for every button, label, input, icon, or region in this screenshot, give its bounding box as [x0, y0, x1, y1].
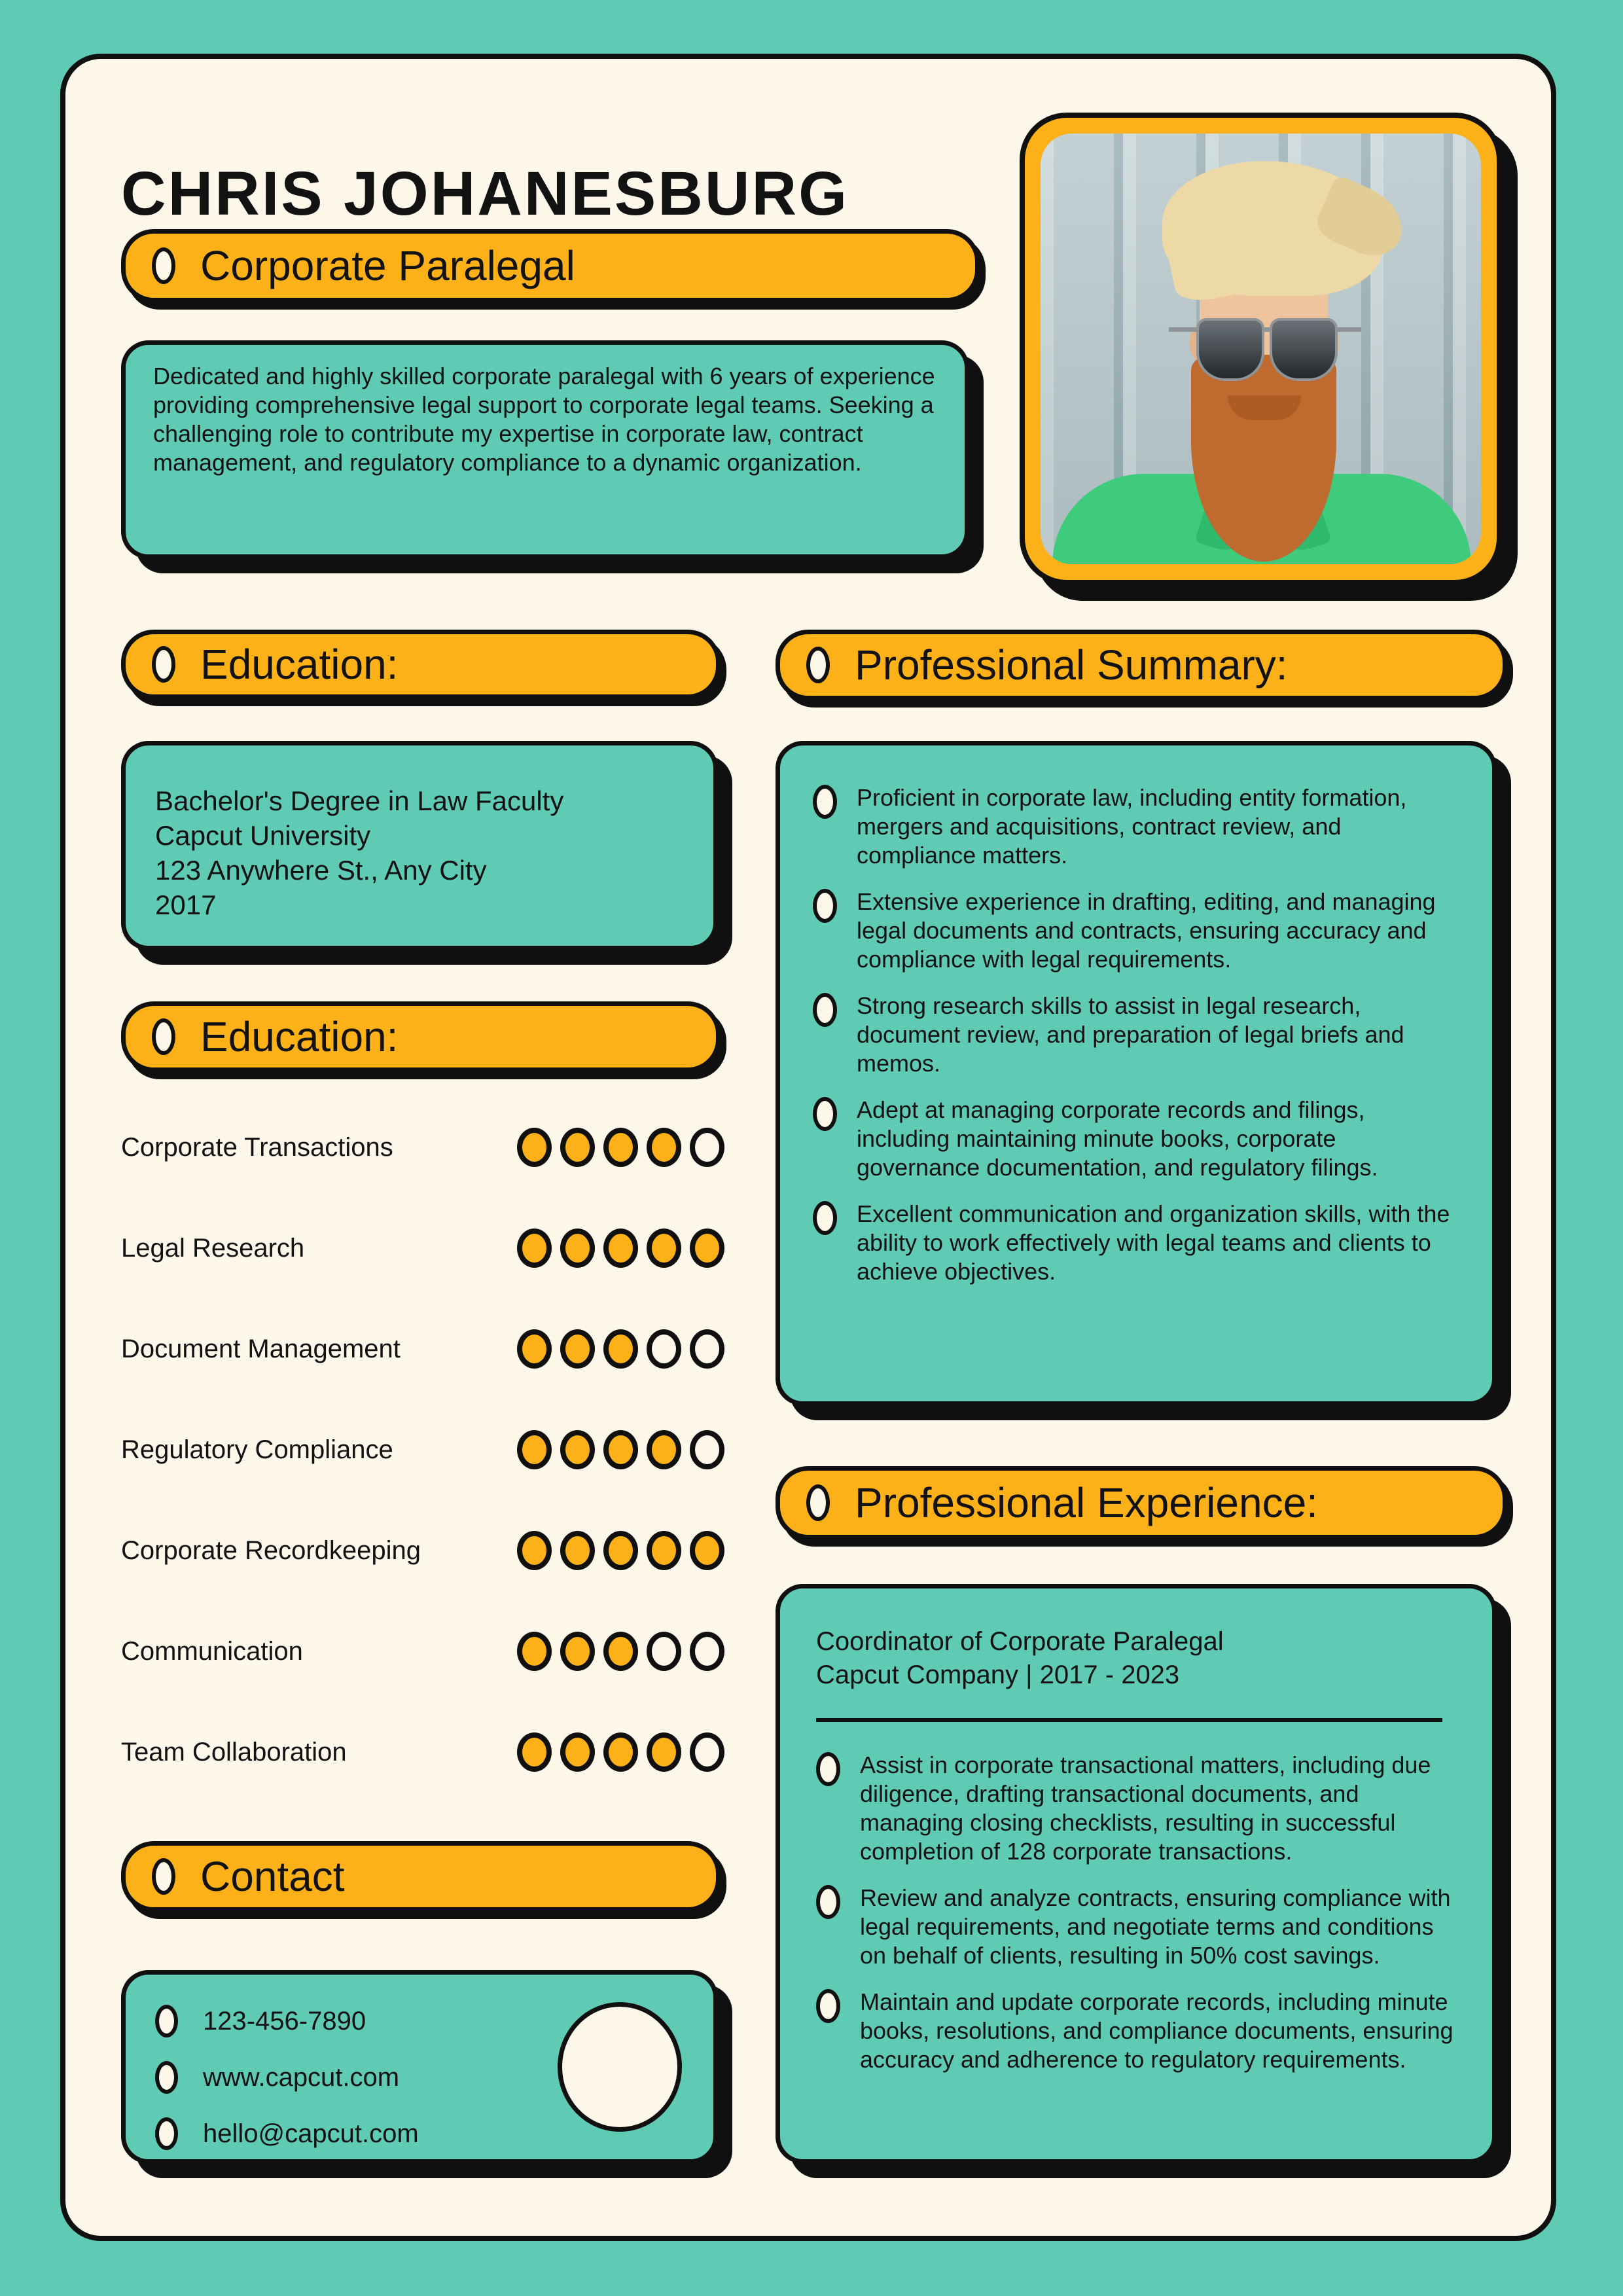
skill-dot-filled	[560, 1128, 595, 1167]
oval-icon	[152, 247, 175, 284]
skill-dot-filled	[560, 1632, 595, 1671]
skill-dot-filled	[647, 1531, 681, 1570]
skill-label: Corporate Transactions	[121, 1132, 393, 1162]
list-item	[813, 783, 1462, 870]
skill-rating	[517, 1732, 724, 1772]
skill-row	[121, 1530, 724, 1571]
section-header-label: Professional Summary:	[855, 641, 1288, 689]
skill-dot-filled	[647, 1430, 681, 1469]
section-header-label: Education:	[200, 1013, 399, 1060]
bullet-text: Excellent communication and organization skills, with the ability to work effectively with legal teams and clients to achieve objectives.	[857, 1200, 1450, 1285]
list-item	[813, 1200, 1462, 1286]
education-line: 123 Anywhere St., Any City	[155, 855, 487, 886]
skill-dot-filled	[603, 1531, 638, 1570]
oval-icon	[806, 647, 830, 683]
list-item	[813, 1096, 1462, 1182]
bullet-icon	[155, 2061, 178, 2094]
oval-icon	[152, 646, 175, 683]
bullet-icon	[155, 2117, 178, 2150]
skill-dot-filled	[647, 1128, 681, 1167]
skill-dot-filled	[647, 1229, 681, 1268]
skill-label: Document Management	[121, 1334, 401, 1363]
professional-summary-box	[776, 741, 1497, 1406]
skill-rating	[517, 1632, 724, 1671]
education-line: Capcut University	[155, 820, 371, 851]
bullet-text: Strong research skills to assist in legal research, document review, and preparation of legal briefs and memos.	[857, 992, 1404, 1077]
skill-rating	[517, 1430, 724, 1469]
skill-rating	[517, 1128, 724, 1167]
role-banner-label: Corporate Paralegal	[200, 242, 575, 289]
bullet-icon	[813, 1097, 837, 1131]
education-line: Bachelor's Degree in Law Faculty	[155, 785, 564, 816]
contact-box	[121, 1970, 718, 2164]
bullet-icon	[155, 2005, 178, 2037]
experience-company-period: Capcut Company | 2017 - 2023	[816, 1660, 1180, 1689]
bullet-text: Proficient in corporate law, including entity formation, mergers and acquisitions, contract review, and compliance matters.	[857, 784, 1407, 869]
bullet-icon	[813, 993, 837, 1027]
skill-rating	[517, 1531, 724, 1570]
section-header-label: Contact	[200, 1853, 345, 1900]
skill-dot-filled	[517, 1430, 552, 1469]
skill-dot-empty	[690, 1732, 724, 1772]
experience-divider	[816, 1718, 1442, 1722]
skill-label: Regulatory Compliance	[121, 1435, 393, 1464]
bullet-text: Maintain and update corporate records, including minute books, resolutions, and compliance documents, ensuring accuracy and adherence to regulatory requirements.	[860, 1988, 1454, 2073]
skill-row	[121, 1329, 724, 1369]
skill-dot-filled	[560, 1430, 595, 1469]
skill-dot-empty	[647, 1329, 681, 1369]
section-header-education	[121, 630, 721, 699]
oval-icon	[152, 1858, 175, 1895]
skill-dot-filled	[603, 1430, 638, 1469]
skill-row	[121, 1127, 724, 1168]
skill-dot-filled	[603, 1128, 638, 1167]
skill-dot-empty	[690, 1329, 724, 1369]
skill-dot-filled	[690, 1531, 724, 1570]
skill-dot-filled	[517, 1329, 552, 1369]
skill-dot-empty	[690, 1128, 724, 1167]
skill-rating	[517, 1229, 724, 1268]
oval-icon	[152, 1018, 175, 1055]
section-header-professional-experience	[776, 1466, 1507, 1539]
skill-dot-filled	[560, 1732, 595, 1772]
bullet-text: Adept at managing corporate records and filings, including maintaining minute books, corporate governance documentation, and regulatory filings.	[857, 1096, 1378, 1181]
section-header-contact	[121, 1841, 721, 1912]
bullet-text: Assist in corporate transactional matters, including due diligence, drafting transactional documents, and managing closing checklists, resulting in successful completion of 128 corporate transactions.	[860, 1751, 1431, 1865]
skill-dot-filled	[517, 1632, 552, 1671]
role-banner	[121, 229, 980, 302]
skill-row	[121, 1228, 724, 1268]
professional-experience-box	[776, 1584, 1497, 2164]
list-item	[816, 1988, 1462, 2074]
skill-dot-filled	[517, 1229, 552, 1268]
contact-value: hello@capcut.com	[203, 2119, 419, 2148]
skill-label: Team Collaboration	[121, 1737, 347, 1767]
skill-dot-empty	[690, 1632, 724, 1671]
skill-dot-empty	[647, 1632, 681, 1671]
skill-row	[121, 1732, 724, 1772]
bullet-icon	[816, 1752, 840, 1786]
sunglasses-icon	[1196, 318, 1264, 381]
section-header-label: Education:	[200, 641, 399, 688]
skill-row	[121, 1429, 724, 1470]
skill-dot-filled	[603, 1329, 638, 1369]
bullet-icon	[816, 1989, 840, 2023]
sunglasses-icon	[1169, 327, 1199, 332]
skill-label: Communication	[121, 1636, 303, 1666]
bullet-icon	[813, 1201, 837, 1235]
skill-dot-filled	[517, 1531, 552, 1570]
section-header-label: Professional Experience:	[855, 1479, 1318, 1526]
contact-value: 123-456-7890	[203, 2006, 366, 2036]
bullet-text: Review and analyze contracts, ensuring compliance with legal requirements, and negotiate terms and conditions on behalf of clients, resulting in 50% cost savings.	[860, 1884, 1451, 1969]
skill-label: Legal Research	[121, 1233, 305, 1263]
skill-dot-filled	[690, 1229, 724, 1268]
list-item	[813, 888, 1462, 974]
skill-dot-filled	[603, 1229, 638, 1268]
oval-icon	[806, 1484, 830, 1521]
contact-value: www.capcut.com	[203, 2062, 400, 2092]
skill-row	[121, 1631, 724, 1672]
intro-summary-box	[121, 340, 969, 559]
skill-dot-filled	[560, 1531, 595, 1570]
photo-frame	[1020, 113, 1502, 585]
skill-label: Corporate Recordkeeping	[121, 1535, 421, 1565]
list-item	[816, 1751, 1462, 1866]
page-title: CHRIS JOHANESBURG	[121, 158, 849, 228]
skill-dot-empty	[690, 1430, 724, 1469]
bullet-text: Extensive experience in drafting, editing, and managing legal documents and contracts, ensuring accuracy and compliance with legal requirements.	[857, 888, 1436, 973]
experience-role: Coordinator of Corporate Paralegal	[816, 1627, 1224, 1656]
bullet-icon	[813, 889, 837, 923]
skill-dot-filled	[560, 1229, 595, 1268]
skill-rating	[517, 1329, 724, 1369]
list-item	[816, 1884, 1462, 1970]
intro-summary-text: Dedicated and highly skilled corporate paralegal with 6 years of experience providing comprehensive legal support to corporate legal teams. Seeking a challenging role to contribute my expertise in corporate law, contract management, and regulatory compliance to a dynamic organization.	[153, 363, 935, 476]
skill-dot-filled	[603, 1732, 638, 1772]
list-item	[813, 992, 1462, 1078]
bullet-icon	[816, 1885, 840, 1919]
section-header-professional-summary	[776, 630, 1507, 700]
section-header-skills	[121, 1001, 721, 1072]
portrait-photo	[1041, 134, 1481, 564]
skill-dot-filled	[517, 1732, 552, 1772]
education-line: 2017	[155, 889, 217, 920]
bullet-icon	[813, 785, 837, 819]
education-box	[121, 741, 718, 950]
skill-dot-filled	[560, 1329, 595, 1369]
skill-dot-filled	[517, 1128, 552, 1167]
skill-dot-filled	[647, 1732, 681, 1772]
sunglasses-icon	[1270, 318, 1338, 381]
skill-dot-filled	[603, 1632, 638, 1671]
contact-decoration-circle	[558, 2002, 682, 2132]
